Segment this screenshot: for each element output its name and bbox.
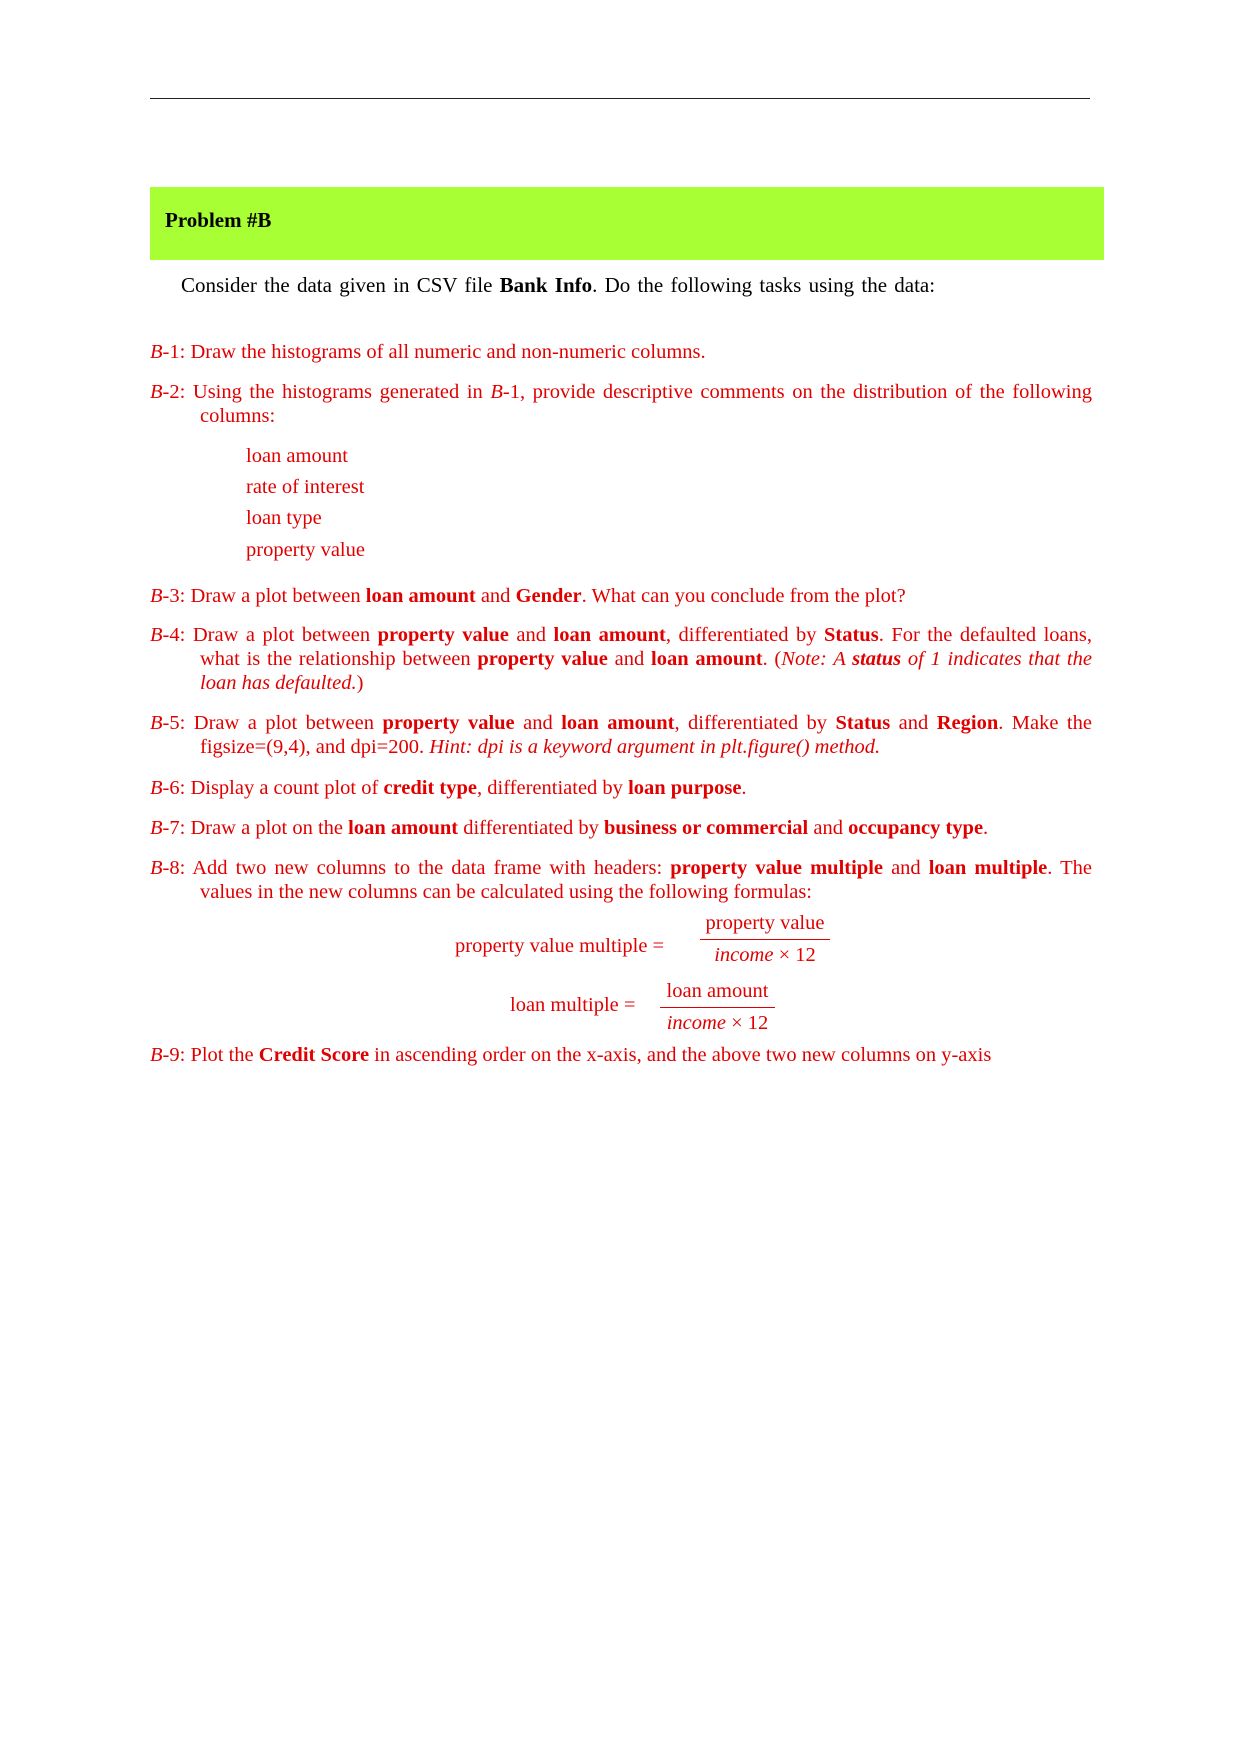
task-b9: B-9: Plot the Credit Score in ascending order on the x-axis, and the above two new columns on y-axis (150, 1044, 992, 1066)
intro-paragraph: Consider the data given in CSV file Bank Info. Do the following tasks using the data: (181, 273, 936, 297)
column-item: loan type (246, 507, 322, 529)
task-b1: B-1: Draw the histograms of all numeric and non-numeric columns. (150, 341, 706, 363)
column-item: loan amount (246, 445, 348, 467)
formula-property-value-multiple-fraction: property value income × 12 (700, 912, 830, 967)
column-item: rate of interest (246, 476, 365, 498)
formula-property-value-multiple-lhs: property value multiple = (455, 935, 665, 957)
task-b6: B-6: Display a count plot of credit type, differentiated by loan purpose. (150, 777, 747, 799)
formula-loan-multiple-fraction: loan amount income × 12 (660, 980, 775, 1035)
problem-title: Problem #B (165, 208, 272, 232)
task-b4: B-4: Draw a plot between property value and loan amount, differentiated by Status. For the defaulted loans, what is the relationship between property value and loan amount. (Note: A status of 1 indicates that the loan has defaulted.) (150, 624, 1092, 694)
file-name: Bank Info (499, 273, 593, 297)
header-rule (150, 98, 1090, 99)
problem-banner (150, 187, 1104, 260)
formula-loan-multiple-lhs: loan multiple = (510, 994, 636, 1016)
task-b7: B-7: Draw a plot on the loan amount differentiated by business or commercial and occupancy type. (150, 817, 989, 839)
task-b8: B-8: Add two new columns to the data frame with headers: property value multiple and loan multiple. The values in the new columns can be calculated using the following formulas: (150, 857, 1092, 903)
task-b5: B-5: Draw a plot between property value and loan amount, differentiated by Status and Region. Make the figsize=(9,4), and dpi=200. Hint: dpi is a keyword argument in plt.figure() method. (150, 712, 1092, 758)
task-b2: B-2: Using the histograms generated in B-1, provide descriptive comments on the distribution of the following columns: (150, 381, 1092, 427)
column-item: property value (246, 539, 365, 561)
task-b3: B-3: Draw a plot between loan amount and Gender. What can you conclude from the plot? (150, 585, 906, 607)
